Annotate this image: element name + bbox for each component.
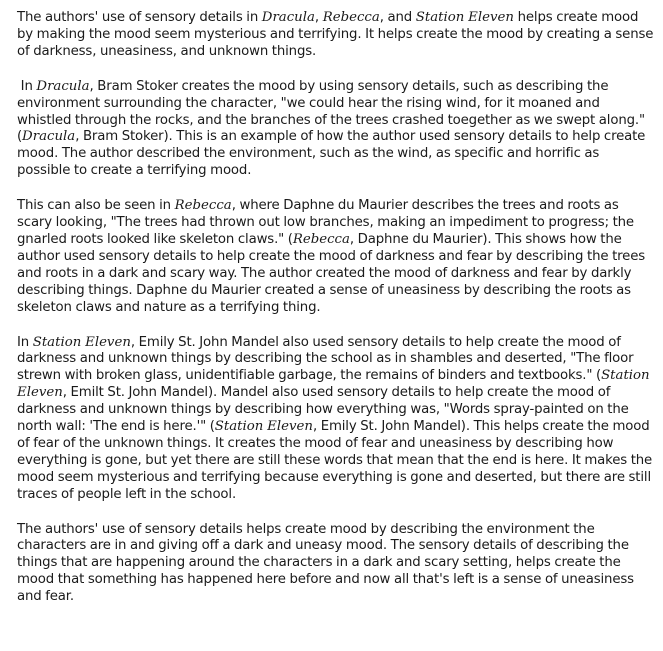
text: , Bram Stoker creates the mood by using sensory details, such as describing the environment surrounding the character, "we could hear the rising wind, for it moaned and whistled through the rocks, and the branches of the trees crashed toegether as we swept along." (: [17, 78, 645, 145]
text: , where Daphne du Maurier describes the trees and roots as scary looking, "The trees had thrown out low branches, making an impediment to progress; the gnarled roots looked like skeleton claws." (: [17, 198, 634, 247]
text: , and: [379, 10, 416, 25]
paragraph-rebecca: [17, 198, 655, 316]
text: The authors' use of sensory details in: [17, 10, 262, 25]
book-title-rebecca: Rebecca: [322, 10, 380, 25]
paragraph-intro: [17, 10, 655, 61]
paragraph-conclusion: [17, 522, 655, 607]
text: , Emily St. John Mandel also used sensory details to help create the mood of darkness and unknown things by describing the school as in shambles and deserted, "The floor strewn with broken glass, unidentifiable garbage, the remains of binders and textbooks." (: [17, 334, 634, 384]
text: , Emilt St. John Mandel). Mandel also used sensory details to help create the mood of darkness and unknown things by describing how everything was, "Words spray-painted on the north wall: 'The end is here.'" (: [17, 385, 629, 435]
text: This can also be seen in: [17, 198, 175, 214]
text: ,: [314, 10, 323, 25]
book-title-rebecca: Rebecca: [174, 198, 232, 214]
book-title-rebecca: Rebecca: [292, 231, 350, 247]
text: The authors' use of sensory details helps create mood by describing the environment the characters are in and giving off a dark and uneasy mood. The sensory details of describing the things that are happening around the characters in a dark and scary setting, helps create the mood that something has happened here before and now all that's left is a sense of uneasiness and fear.: [17, 521, 634, 605]
text: , Daphne du Maurier). This shows how the author used sensory details to help create the mood of darkness and fear by describing the trees and roots in a dark and scary way. The author created the mood of darkness and fear by darkly describing things. Daphne du Maurier created a sense of uneasiness by describing the roots as skeleton claws and nature as a terrifying thing.: [17, 231, 646, 315]
text: , Bram Stoker). This is an example of how the author used sensory details to help create mood. The author described the environment, such as the wind, as specific and horrific as possible to create a terrifying mood.: [17, 129, 646, 179]
book-title-station-eleven: Station Eleven: [214, 419, 313, 435]
book-title-station-eleven: Station Eleven: [415, 10, 514, 25]
text: In: [17, 78, 37, 94]
book-title-dracula: Dracula: [36, 78, 90, 94]
book-title-dracula: Dracula: [261, 10, 315, 25]
text: , Emily St. John Mandel). This helps create the mood of fear of the unknown things. It creates the mood of fear and uneasiness by describing how everything is gone, but yet there are still these words that mean that the end is here. It makes the mood seem mysterious and terrifying because everything is gone and deserted, but there are still traces of people left in the school.: [17, 419, 653, 502]
paragraph-dracula: [17, 79, 655, 180]
essay-document: [17, 10, 655, 606]
text: In: [17, 334, 33, 350]
text: helps create mood by making the mood seem mysterious and terrifying. It helps create the mood by creating a sense of darkness, uneasiness, and unknown things.: [17, 10, 654, 59]
paragraph-station-eleven: [17, 335, 655, 504]
book-title-station-eleven: Station Eleven: [32, 334, 131, 350]
book-title-dracula: Dracula: [22, 129, 76, 145]
book-title-station-eleven: Station Eleven: [17, 368, 650, 401]
